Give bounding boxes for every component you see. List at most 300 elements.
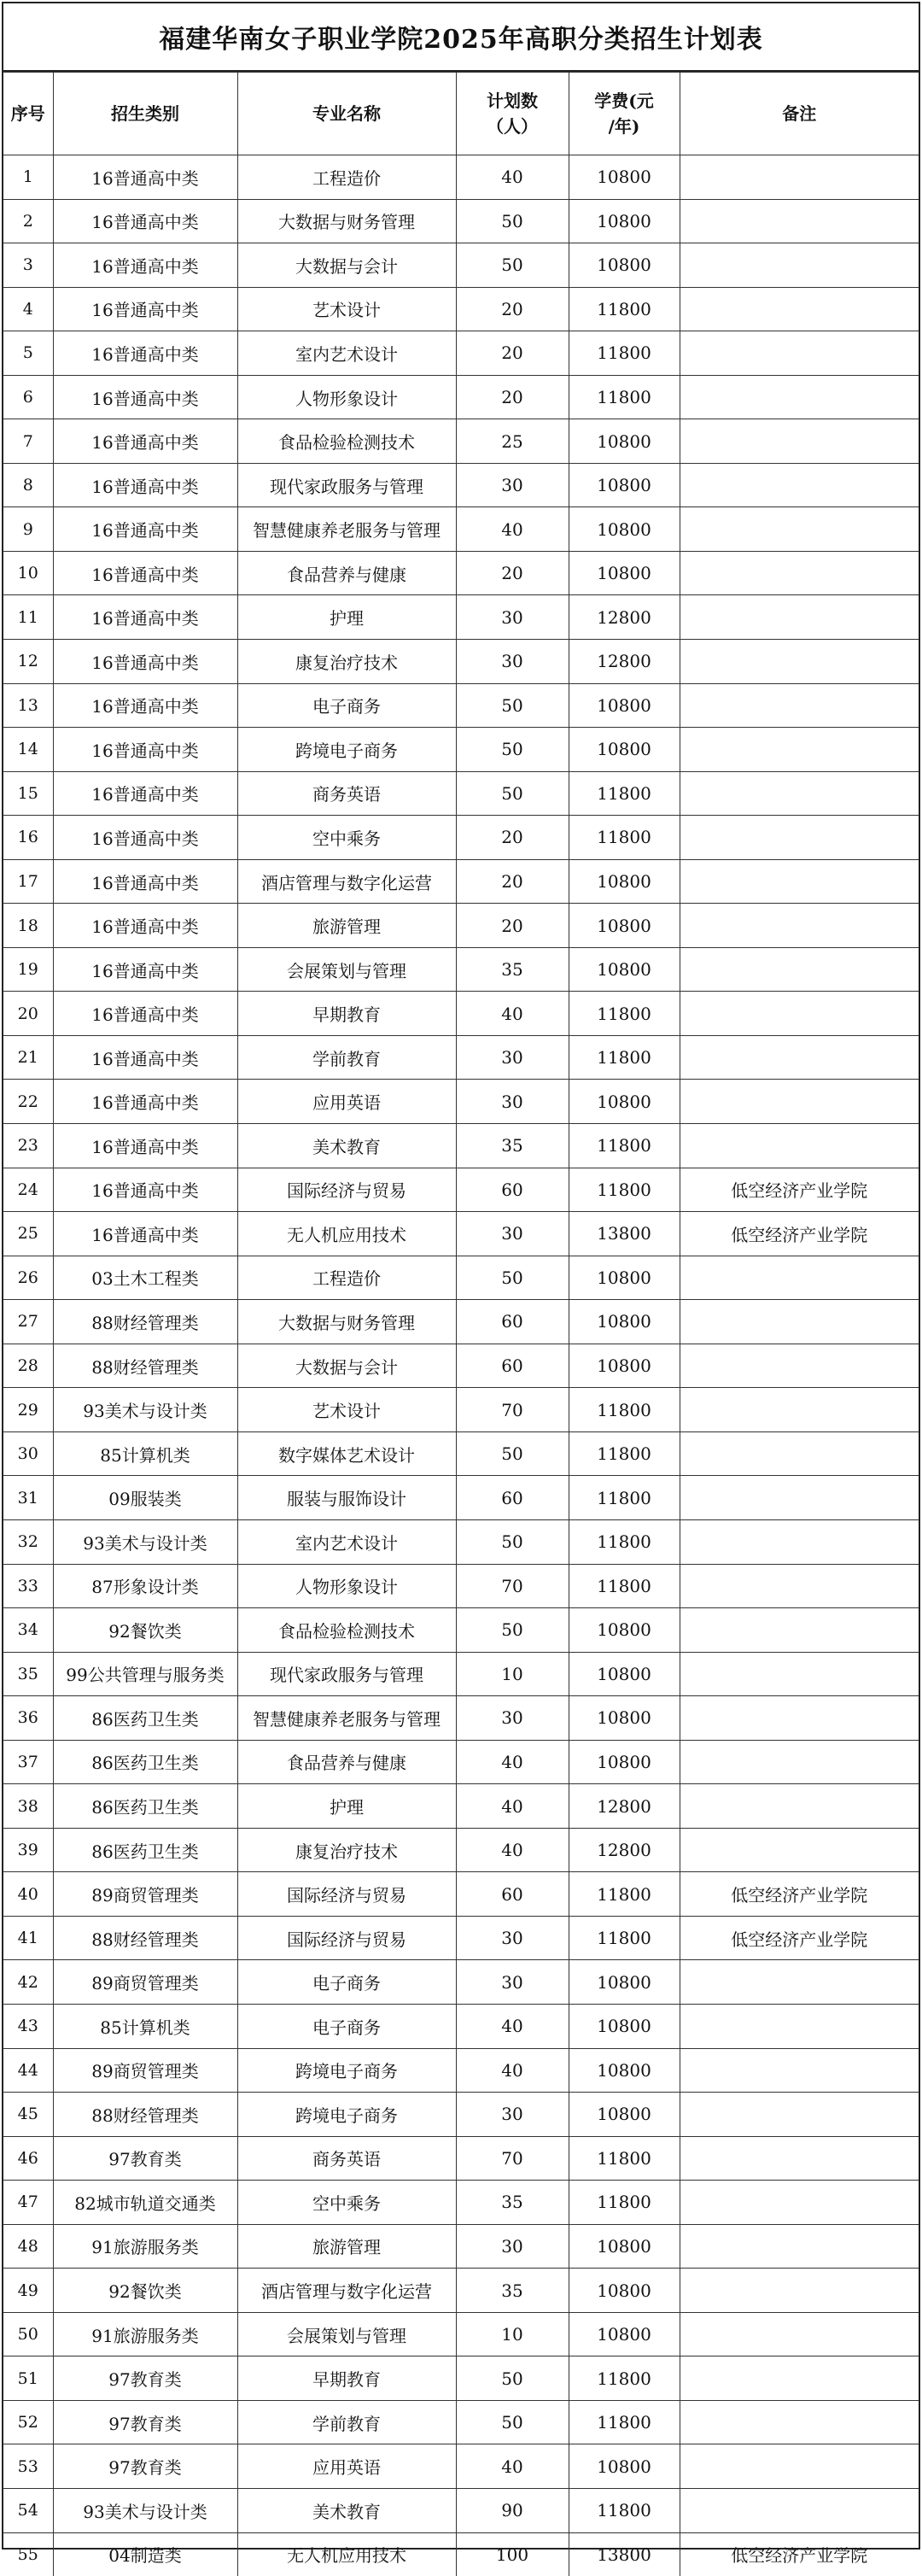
cell-fee: 11800 xyxy=(569,1035,680,1080)
cell-fee: 10800 xyxy=(569,1080,680,1124)
cell-note: 低空经济产业学院 xyxy=(680,1168,919,1212)
cell-fee: 10800 xyxy=(569,2269,680,2313)
cell-major: 跨境电子商务 xyxy=(237,2093,456,2137)
cell-major: 大数据与财务管理 xyxy=(237,199,456,243)
cell-major: 服装与服饰设计 xyxy=(237,1476,456,1520)
table-row xyxy=(3,463,919,507)
cell-seq: 3 xyxy=(3,243,53,288)
table-row xyxy=(3,551,919,595)
cell-note xyxy=(680,1828,919,1872)
table-row xyxy=(3,2356,919,2401)
cell-note xyxy=(680,1652,919,1696)
cell-plan: 30 xyxy=(456,1960,569,2005)
cell-fee: 12800 xyxy=(569,1828,680,1872)
cell-category: 16普通高中类 xyxy=(53,463,237,507)
cell-plan: 40 xyxy=(456,2444,569,2489)
cell-note xyxy=(680,2312,919,2356)
cell-major: 无人机应用技术 xyxy=(237,2532,456,2576)
cell-category: 16普通高中类 xyxy=(53,595,237,640)
cell-major: 护理 xyxy=(237,1784,456,1829)
cell-major: 室内艺术设计 xyxy=(237,331,456,376)
cell-seq: 30 xyxy=(3,1431,53,1476)
header-plan-line2: （人） xyxy=(487,116,538,137)
cell-plan: 20 xyxy=(456,816,569,860)
cell-seq: 34 xyxy=(3,1608,53,1653)
cell-category: 92餐饮类 xyxy=(53,2269,237,2313)
cell-category: 85计算机类 xyxy=(53,1431,237,1476)
header-category: 招生类别 xyxy=(53,73,237,155)
table-row xyxy=(3,375,919,419)
cell-fee: 10800 xyxy=(569,551,680,595)
cell-category: 88财经管理类 xyxy=(53,1916,237,1960)
cell-major: 工程造价 xyxy=(237,1256,456,1300)
cell-category: 16普通高中类 xyxy=(53,287,237,331)
table-row xyxy=(3,595,919,640)
cell-plan: 30 xyxy=(456,1080,569,1124)
cell-seq: 43 xyxy=(3,2004,53,2048)
cell-major: 酒店管理与数字化运营 xyxy=(237,2269,456,2313)
cell-note xyxy=(680,2181,919,2225)
cell-category: 16普通高中类 xyxy=(53,155,237,200)
cell-major: 食品检验检测技术 xyxy=(237,419,456,464)
table-row xyxy=(3,155,919,200)
cell-category: 86医药卫生类 xyxy=(53,1784,237,1829)
cell-plan: 50 xyxy=(456,243,569,288)
cell-fee: 11800 xyxy=(569,1431,680,1476)
table-row xyxy=(3,507,919,552)
cell-seq: 7 xyxy=(3,419,53,464)
cell-plan: 70 xyxy=(456,2136,569,2181)
cell-category: 16普通高中类 xyxy=(53,551,237,595)
cell-note xyxy=(680,155,919,200)
cell-category: 16普通高中类 xyxy=(53,375,237,419)
cell-seq: 19 xyxy=(3,947,53,992)
cell-seq: 44 xyxy=(3,2048,53,2093)
cell-major: 现代家政服务与管理 xyxy=(237,1652,456,1696)
cell-note: 低空经济产业学院 xyxy=(680,1212,919,1256)
cell-major: 应用英语 xyxy=(237,2444,456,2489)
cell-note xyxy=(680,859,919,904)
table-row xyxy=(3,1652,919,1696)
cell-seq: 42 xyxy=(3,1960,53,2005)
cell-category: 16普通高中类 xyxy=(53,199,237,243)
cell-plan: 30 xyxy=(456,595,569,640)
cell-major: 旅游管理 xyxy=(237,904,456,948)
cell-category: 16普通高中类 xyxy=(53,683,237,728)
cell-note xyxy=(680,947,919,992)
cell-fee: 11800 xyxy=(569,1872,680,1917)
cell-seq: 6 xyxy=(3,375,53,419)
cell-category: 16普通高中类 xyxy=(53,243,237,288)
cell-category: 97教育类 xyxy=(53,2444,237,2489)
cell-note xyxy=(680,2400,919,2444)
cell-category: 16普通高中类 xyxy=(53,1035,237,1080)
cell-seq: 47 xyxy=(3,2181,53,2225)
cell-plan: 30 xyxy=(456,1035,569,1080)
cell-fee: 10800 xyxy=(569,155,680,200)
cell-major: 会展策划与管理 xyxy=(237,947,456,992)
cell-note xyxy=(680,1740,919,1784)
cell-note xyxy=(680,683,919,728)
table-row xyxy=(3,904,919,948)
cell-category: 16普通高中类 xyxy=(53,992,237,1036)
table-row xyxy=(3,728,919,772)
cell-category: 86医药卫生类 xyxy=(53,1696,237,1741)
cell-major: 国际经济与贸易 xyxy=(237,1916,456,1960)
cell-major: 人物形象设计 xyxy=(237,1564,456,1608)
cell-note xyxy=(680,1784,919,1829)
cell-plan: 50 xyxy=(456,771,569,816)
cell-plan: 20 xyxy=(456,375,569,419)
cell-category: 88财经管理类 xyxy=(53,1344,237,1388)
cell-plan: 100 xyxy=(456,2532,569,2576)
cell-category: 93美术与设计类 xyxy=(53,2488,237,2532)
cell-note xyxy=(680,2269,919,2313)
table-row xyxy=(3,1035,919,1080)
table-row xyxy=(3,419,919,464)
cell-fee: 10800 xyxy=(569,1344,680,1388)
table-row xyxy=(3,1431,919,1476)
cell-note xyxy=(680,728,919,772)
table-row xyxy=(3,2488,919,2532)
cell-note xyxy=(680,1035,919,1080)
table-body xyxy=(3,155,919,2576)
cell-major: 跨境电子商务 xyxy=(237,728,456,772)
cell-major: 现代家政服务与管理 xyxy=(237,463,456,507)
cell-seq: 37 xyxy=(3,1740,53,1784)
cell-major: 智慧健康养老服务与管理 xyxy=(237,1696,456,1741)
cell-plan: 20 xyxy=(456,859,569,904)
cell-plan: 40 xyxy=(456,1740,569,1784)
cell-major: 美术教育 xyxy=(237,1124,456,1168)
cell-plan: 20 xyxy=(456,904,569,948)
cell-category: 85计算机类 xyxy=(53,2004,237,2048)
cell-seq: 28 xyxy=(3,1344,53,1388)
cell-fee: 11800 xyxy=(569,2400,680,2444)
cell-note xyxy=(680,1519,919,1564)
cell-category: 93美术与设计类 xyxy=(53,1388,237,1432)
table-row xyxy=(3,1564,919,1608)
cell-seq: 27 xyxy=(3,1300,53,1344)
cell-major: 电子商务 xyxy=(237,1960,456,2005)
cell-note xyxy=(680,1124,919,1168)
table-row xyxy=(3,2400,919,2444)
table-row xyxy=(3,992,919,1036)
cell-major: 学前教育 xyxy=(237,2400,456,2444)
cell-plan: 20 xyxy=(456,287,569,331)
cell-category: 91旅游服务类 xyxy=(53,2224,237,2269)
cell-plan: 70 xyxy=(456,1564,569,1608)
cell-seq: 32 xyxy=(3,1519,53,1564)
cell-category: 03土木工程类 xyxy=(53,1256,237,1300)
cell-major: 康复治疗技术 xyxy=(237,1828,456,1872)
cell-fee: 13800 xyxy=(569,1212,680,1256)
cell-major: 早期教育 xyxy=(237,2356,456,2401)
cell-seq: 21 xyxy=(3,1035,53,1080)
cell-seq: 17 xyxy=(3,859,53,904)
cell-fee: 10800 xyxy=(569,2224,680,2269)
cell-fee: 11800 xyxy=(569,375,680,419)
table-row xyxy=(3,1168,919,1212)
cell-note xyxy=(680,2224,919,2269)
cell-category: 16普通高中类 xyxy=(53,947,237,992)
cell-major: 商务英语 xyxy=(237,2136,456,2181)
cell-category: 97教育类 xyxy=(53,2136,237,2181)
cell-category: 88财经管理类 xyxy=(53,2093,237,2137)
cell-category: 91旅游服务类 xyxy=(53,2312,237,2356)
cell-category: 86医药卫生类 xyxy=(53,1740,237,1784)
table-row xyxy=(3,199,919,243)
cell-plan: 25 xyxy=(456,419,569,464)
cell-category: 97教育类 xyxy=(53,2356,237,2401)
cell-seq: 53 xyxy=(3,2444,53,2489)
cell-major: 护理 xyxy=(237,595,456,640)
cell-plan: 50 xyxy=(456,199,569,243)
cell-plan: 30 xyxy=(456,1212,569,1256)
cell-category: 89商贸管理类 xyxy=(53,2048,237,2093)
cell-note xyxy=(680,199,919,243)
cell-major: 酒店管理与数字化运营 xyxy=(237,859,456,904)
cell-note xyxy=(680,375,919,419)
cell-fee: 10800 xyxy=(569,1256,680,1300)
cell-plan: 10 xyxy=(456,2312,569,2356)
cell-plan: 35 xyxy=(456,2181,569,2225)
page-title: 福建华南女子职业学院2025年高职分类招生计划表 xyxy=(3,3,919,72)
cell-category: 09服装类 xyxy=(53,1476,237,1520)
table-row xyxy=(3,2136,919,2181)
cell-seq: 9 xyxy=(3,507,53,552)
header-major: 专业名称 xyxy=(237,73,456,155)
table-row xyxy=(3,1740,919,1784)
cell-fee: 11800 xyxy=(569,1476,680,1520)
cell-plan: 50 xyxy=(456,1608,569,1653)
table-row xyxy=(3,771,919,816)
cell-fee: 10800 xyxy=(569,243,680,288)
table-row xyxy=(3,1519,919,1564)
cell-note xyxy=(680,2356,919,2401)
cell-note xyxy=(680,2093,919,2137)
cell-category: 16普通高中类 xyxy=(53,816,237,860)
cell-plan: 50 xyxy=(456,2356,569,2401)
table-row xyxy=(3,1476,919,1520)
table-row xyxy=(3,331,919,376)
header-note: 备注 xyxy=(680,73,919,155)
cell-note: 低空经济产业学院 xyxy=(680,1916,919,1960)
cell-major: 国际经济与贸易 xyxy=(237,1872,456,1917)
cell-note xyxy=(680,463,919,507)
cell-category: 16普通高中类 xyxy=(53,507,237,552)
cell-fee: 11800 xyxy=(569,1564,680,1608)
cell-fee: 11800 xyxy=(569,1124,680,1168)
cell-plan: 60 xyxy=(456,1344,569,1388)
cell-plan: 30 xyxy=(456,463,569,507)
cell-note xyxy=(680,1300,919,1344)
cell-fee: 11800 xyxy=(569,287,680,331)
cell-fee: 12800 xyxy=(569,1784,680,1829)
cell-note xyxy=(680,1476,919,1520)
table-row xyxy=(3,2004,919,2048)
table-row xyxy=(3,2181,919,2225)
cell-plan: 50 xyxy=(456,1519,569,1564)
cell-seq: 35 xyxy=(3,1652,53,1696)
cell-note xyxy=(680,1256,919,1300)
table-row xyxy=(3,1828,919,1872)
cell-seq: 15 xyxy=(3,771,53,816)
cell-major: 食品检验检测技术 xyxy=(237,1608,456,1653)
cell-note: 低空经济产业学院 xyxy=(680,2532,919,2576)
cell-major: 早期教育 xyxy=(237,992,456,1036)
cell-seq: 29 xyxy=(3,1388,53,1432)
table-row xyxy=(3,2269,919,2313)
cell-plan: 60 xyxy=(456,1872,569,1917)
cell-plan: 20 xyxy=(456,331,569,376)
table-row xyxy=(3,1212,919,1256)
cell-plan: 30 xyxy=(456,2093,569,2137)
cell-major: 数字媒体艺术设计 xyxy=(237,1431,456,1476)
cell-fee: 10800 xyxy=(569,2004,680,2048)
cell-major: 会展策划与管理 xyxy=(237,2312,456,2356)
table-row xyxy=(3,1784,919,1829)
cell-fee: 11800 xyxy=(569,771,680,816)
cell-major: 康复治疗技术 xyxy=(237,640,456,684)
cell-seq: 48 xyxy=(3,2224,53,2269)
cell-major: 电子商务 xyxy=(237,683,456,728)
cell-category: 16普通高中类 xyxy=(53,1124,237,1168)
cell-category: 89商贸管理类 xyxy=(53,1872,237,1917)
cell-plan: 50 xyxy=(456,1256,569,1300)
cell-category: 16普通高中类 xyxy=(53,859,237,904)
cell-category: 82城市轨道交通类 xyxy=(53,2181,237,2225)
cell-fee: 10800 xyxy=(569,1652,680,1696)
cell-seq: 49 xyxy=(3,2269,53,2313)
cell-fee: 10800 xyxy=(569,1608,680,1653)
cell-category: 16普通高中类 xyxy=(53,640,237,684)
cell-category: 16普通高中类 xyxy=(53,728,237,772)
cell-plan: 90 xyxy=(456,2488,569,2532)
cell-note xyxy=(680,2136,919,2181)
cell-plan: 40 xyxy=(456,992,569,1036)
table-row xyxy=(3,1960,919,2005)
cell-plan: 35 xyxy=(456,947,569,992)
table-row xyxy=(3,2532,919,2576)
cell-major: 大数据与会计 xyxy=(237,243,456,288)
cell-plan: 50 xyxy=(456,1431,569,1476)
cell-category: 99公共管理与服务类 xyxy=(53,1652,237,1696)
cell-seq: 41 xyxy=(3,1916,53,1960)
table-row xyxy=(3,1608,919,1653)
cell-seq: 33 xyxy=(3,1564,53,1608)
cell-major: 人物形象设计 xyxy=(237,375,456,419)
cell-plan: 30 xyxy=(456,1916,569,1960)
cell-fee: 10800 xyxy=(569,1696,680,1741)
cell-fee: 11800 xyxy=(569,816,680,860)
cell-category: 16普通高中类 xyxy=(53,331,237,376)
cell-category: 88财经管理类 xyxy=(53,1300,237,1344)
cell-plan: 30 xyxy=(456,640,569,684)
table-row xyxy=(3,2048,919,2093)
cell-plan: 10 xyxy=(456,1652,569,1696)
cell-fee: 11800 xyxy=(569,2488,680,2532)
cell-seq: 54 xyxy=(3,2488,53,2532)
cell-note xyxy=(680,640,919,684)
cell-note xyxy=(680,1431,919,1476)
table-row xyxy=(3,947,919,992)
cell-fee: 12800 xyxy=(569,640,680,684)
header-fee-line1: 学费(元 xyxy=(594,91,653,111)
cell-major: 美术教育 xyxy=(237,2488,456,2532)
cell-note xyxy=(680,2488,919,2532)
cell-note xyxy=(680,2444,919,2489)
table-row xyxy=(3,1080,919,1124)
cell-fee: 10800 xyxy=(569,2048,680,2093)
cell-major: 应用英语 xyxy=(237,1080,456,1124)
table-row xyxy=(3,1344,919,1388)
cell-plan: 60 xyxy=(456,1168,569,1212)
table-row xyxy=(3,2444,919,2489)
cell-plan: 30 xyxy=(456,1696,569,1741)
cell-fee: 11800 xyxy=(569,1916,680,1960)
cell-seq: 8 xyxy=(3,463,53,507)
cell-fee: 10800 xyxy=(569,2312,680,2356)
cell-seq: 40 xyxy=(3,1872,53,1917)
table-row xyxy=(3,1916,919,1960)
cell-fee: 10800 xyxy=(569,859,680,904)
cell-fee: 11800 xyxy=(569,2356,680,2401)
cell-fee: 11800 xyxy=(569,331,680,376)
cell-seq: 18 xyxy=(3,904,53,948)
cell-seq: 22 xyxy=(3,1080,53,1124)
cell-category: 93美术与设计类 xyxy=(53,1519,237,1564)
cell-seq: 14 xyxy=(3,728,53,772)
cell-major: 电子商务 xyxy=(237,2004,456,2048)
cell-seq: 38 xyxy=(3,1784,53,1829)
table-row xyxy=(3,1696,919,1741)
cell-fee: 10800 xyxy=(569,2444,680,2489)
cell-note xyxy=(680,904,919,948)
cell-note xyxy=(680,551,919,595)
cell-fee: 13800 xyxy=(569,2532,680,2576)
table-row xyxy=(3,1124,919,1168)
cell-seq: 20 xyxy=(3,992,53,1036)
enrollment-plan-sheet xyxy=(2,2,920,2550)
table-row xyxy=(3,2224,919,2269)
cell-note xyxy=(680,1080,919,1124)
cell-seq: 5 xyxy=(3,331,53,376)
cell-fee: 11800 xyxy=(569,1168,680,1212)
cell-seq: 24 xyxy=(3,1168,53,1212)
cell-major: 艺术设计 xyxy=(237,1388,456,1432)
cell-note xyxy=(680,595,919,640)
cell-plan: 40 xyxy=(456,1828,569,1872)
cell-plan: 60 xyxy=(456,1300,569,1344)
cell-category: 16普通高中类 xyxy=(53,1168,237,1212)
cell-fee: 11800 xyxy=(569,1519,680,1564)
cell-fee: 10800 xyxy=(569,904,680,948)
cell-fee: 12800 xyxy=(569,595,680,640)
table-row xyxy=(3,2093,919,2137)
cell-fee: 10800 xyxy=(569,1740,680,1784)
cell-category: 16普通高中类 xyxy=(53,1080,237,1124)
cell-category: 89商贸管理类 xyxy=(53,1960,237,2005)
cell-note xyxy=(680,1960,919,2005)
cell-note xyxy=(680,331,919,376)
cell-major: 室内艺术设计 xyxy=(237,1519,456,1564)
cell-fee: 10800 xyxy=(569,507,680,552)
cell-seq: 46 xyxy=(3,2136,53,2181)
cell-note xyxy=(680,992,919,1036)
cell-major: 大数据与会计 xyxy=(237,1344,456,1388)
header-plan-line1: 计划数 xyxy=(487,91,538,111)
